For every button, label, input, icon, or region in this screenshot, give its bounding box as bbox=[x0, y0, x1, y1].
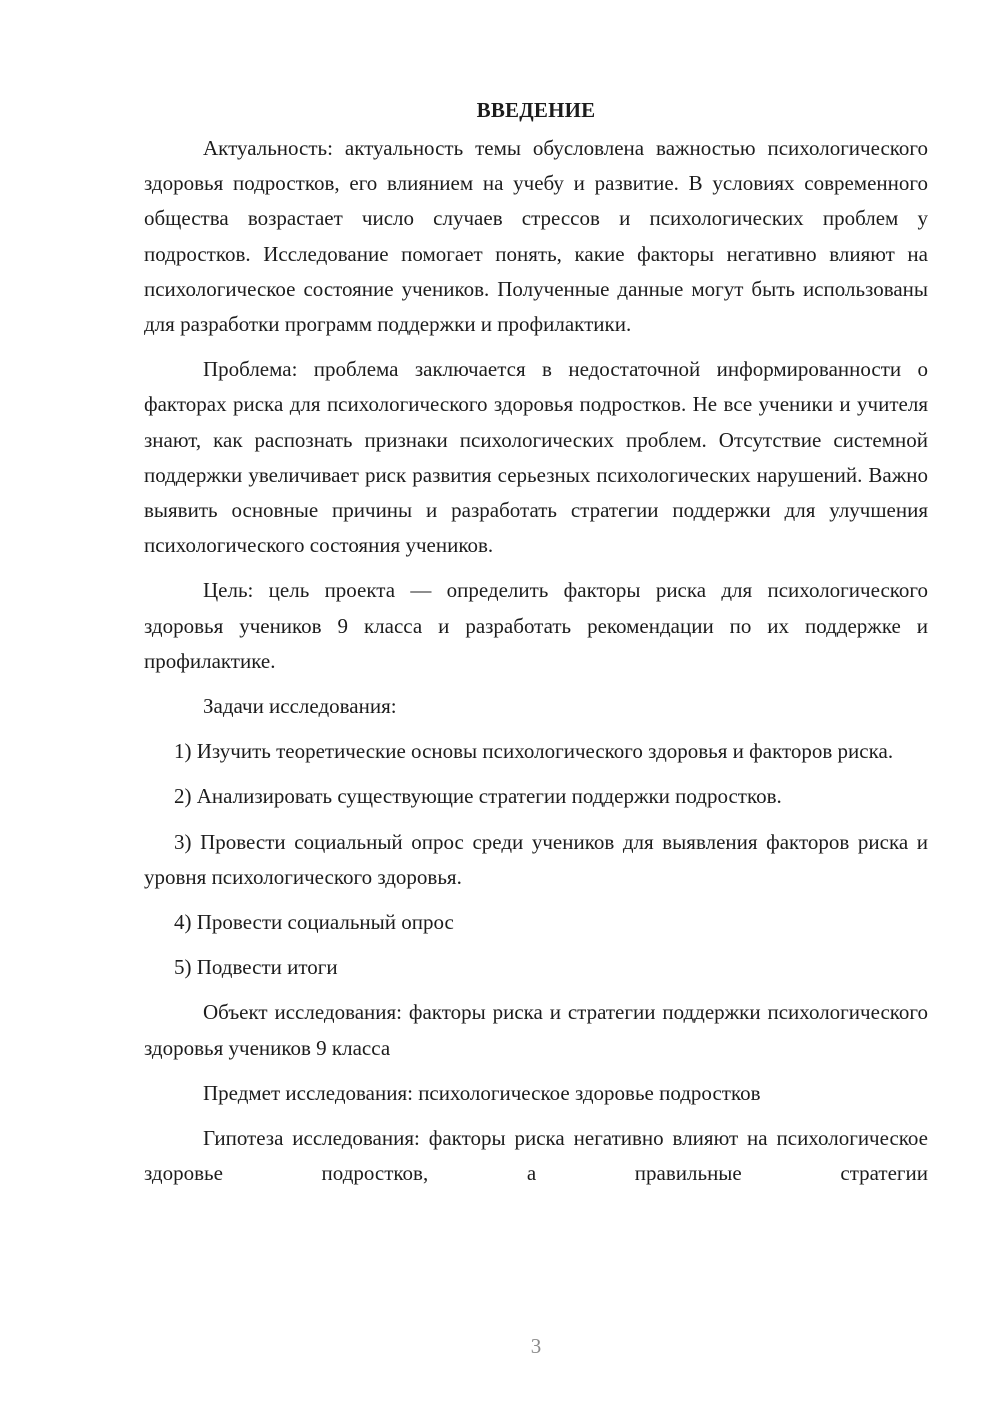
task-item-5: 5) Подвести итоги bbox=[174, 955, 338, 980]
tasks-title: Задачи исследования: bbox=[203, 694, 397, 719]
problem-paragraph: Проблема: проблема заключается в недостаточной информированности о факторах риска для психологического здоровья подростков. Не все ученики и учителя знают, как распознать признаки психологических проблем. Отсутствие системной поддержки увеличивает риск развития серьезных психологических нарушений. Важно выявить основные причины и разработать стратегии поддержки для улучшения психологического состояния учеников. bbox=[144, 357, 928, 558]
page-body bbox=[144, 92, 928, 1201]
hypothesis-paragraph: Гипотеза исследования: факторы риска негативно влияют на психологическое здоровье подростков, а правильные стратегии bbox=[144, 1126, 928, 1186]
subject-paragraph: Предмет исследования: психологическое здоровье подростков bbox=[203, 1080, 761, 1105]
goal-paragraph: Цель: цель проекта — определить факторы риска для психологического здоровья учеников 9 класса и разработать рекомендации по их поддержке и профилактике. bbox=[144, 578, 928, 673]
task-item-4: 4) Провести социальный опрос bbox=[174, 910, 454, 935]
task-item-2: 2) Анализировать существующие стратегии поддержки подростков. bbox=[174, 784, 782, 809]
relevance-paragraph: Актуальность: актуальность темы обусловлена важностью психологического здоровья подростков, его влиянием на учебу и развитие. В условиях современного общества возрастает число случаев стрессов и психологических проблем у подростков. Исследование помогает понять, какие факторы негативно влияют на психологическое состояние учеников. Полученные данные могут быть использованы для разработки программ поддержки и профилактики. bbox=[144, 136, 928, 337]
page-number: 3 bbox=[530, 1334, 542, 1358]
task-item-3: 3) Провести социальный опрос среди учеников для выявления факторов риска и уровня психологического здоровья. bbox=[144, 829, 928, 889]
section-heading: ВВЕДЕНИЕ bbox=[476, 98, 596, 122]
task-item-1: 1) Изучить теоретические основы психологического здоровья и факторов риска. bbox=[174, 739, 894, 764]
object-paragraph: Объект исследования: факторы риска и стратегии поддержки психологического здоровья учеников 9 класса bbox=[144, 1000, 928, 1060]
